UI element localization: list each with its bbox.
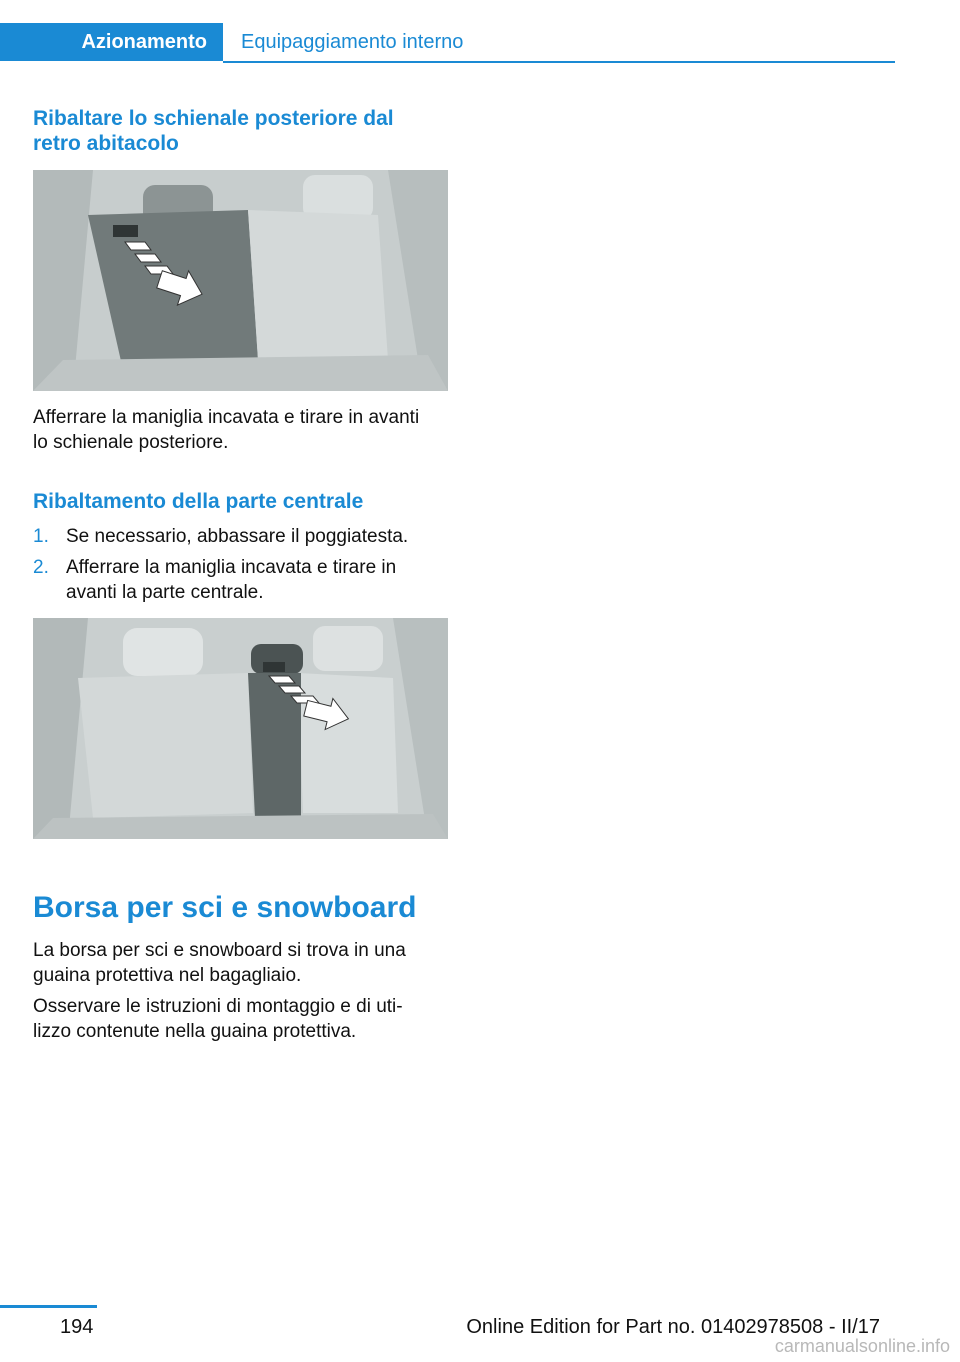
chapter-title-ski-bag: Borsa per sci e snowboard	[33, 891, 417, 924]
step-number: 1.	[33, 526, 49, 547]
paragraph-line1: La borsa per sci e snowboard si trova in una	[33, 940, 406, 961]
list-item	[33, 555, 453, 605]
list-item	[33, 524, 453, 549]
steps-list	[33, 524, 453, 611]
section-title-rear-fold	[33, 106, 394, 156]
footer-rule	[0, 1305, 97, 1308]
header-rule	[223, 61, 895, 63]
edition-info: Online Edition for Part no. 01402978508 - II/17	[466, 1316, 880, 1338]
caption-line2: lo schienale posteriore.	[33, 432, 229, 453]
page-header	[0, 23, 895, 63]
watermark: carmanualsonline.info	[774, 1336, 950, 1356]
step-text: Se necessario, abbassare il poggiatesta.	[66, 526, 409, 547]
section-title-line1: Ribaltare lo schienale posteriore dal	[33, 107, 394, 130]
paragraph-line1: Osservare le istruzioni di montaggio e di uti-	[33, 996, 403, 1017]
paragraph-ski-bag-location	[33, 938, 453, 988]
caption-rear-fold	[33, 405, 453, 455]
paragraph-line2: lizzo contenute nella guaina protettiva.	[33, 1021, 357, 1042]
header-chapter-tab[interactable]: Azionamento	[0, 23, 223, 61]
figure-center-section-fold	[33, 618, 448, 839]
page-number: 194	[60, 1316, 94, 1338]
paragraph-ski-bag-instructions	[33, 994, 453, 1044]
step-text-line2: avanti la parte centrale.	[66, 582, 264, 603]
step-text-line1: Afferrare la maniglia incavata e tirare in	[66, 557, 397, 578]
section-title-line2: retro abitacolo	[33, 132, 179, 155]
paragraph-line2: guaina protettiva nel bagagliaio.	[33, 965, 302, 986]
caption-line1: Afferrare la maniglia incavata e tirare in avanti	[33, 407, 420, 428]
step-number: 2.	[33, 557, 49, 578]
section-title-center-fold: Ribaltamento della parte centrale	[33, 490, 364, 513]
figure-backrest-fold	[33, 170, 448, 391]
header-section-tab[interactable]: Equipaggiamento interno	[241, 31, 464, 53]
